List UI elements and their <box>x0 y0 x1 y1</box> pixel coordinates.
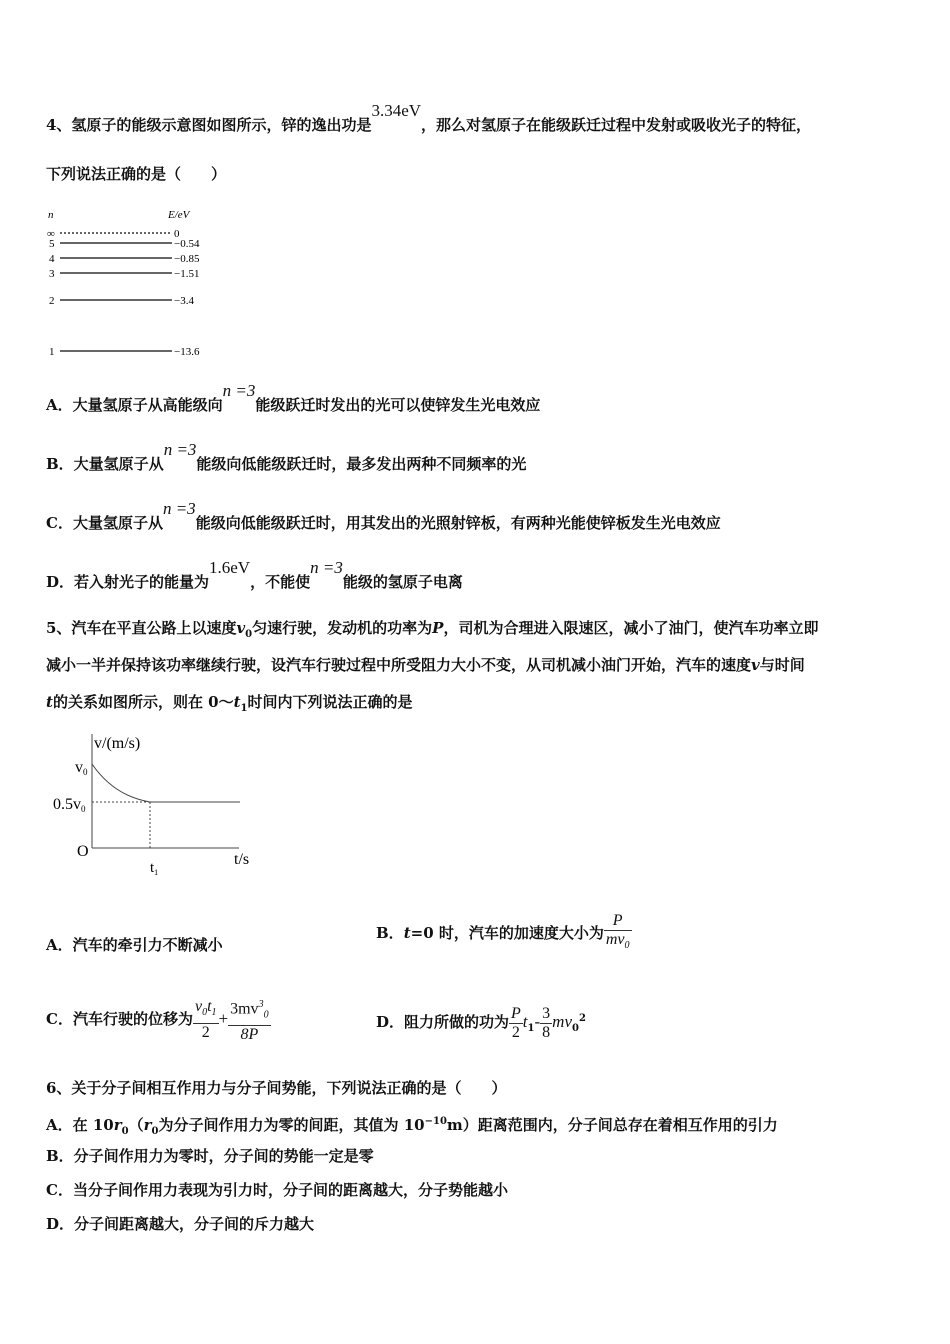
q5-text-1c: ，司机为合理进入限速区，减小了油门，使汽车功率立即 <box>443 619 819 637</box>
q5-v0-sub: 0 <box>245 629 253 640</box>
q5-v0: v <box>236 619 246 637</box>
q6-a-text-4: m）距离范围内，分子间总存在着相互作用的引力 <box>446 1116 778 1134</box>
q4-option-a-text: A．大量氢原子从高能级向 <box>46 396 223 414</box>
q4-stem-text: 4、氢原子的能级示意图如图所示，锌的逸出功是 <box>46 116 372 134</box>
q4-stem-text-c: 下列说法正确的是（ ） <box>46 165 227 183</box>
d-mv-sup: 2 <box>578 1013 586 1024</box>
q5-option-d-fraction-1 <box>509 1005 523 1042</box>
q6-option-c <box>46 1180 508 1200</box>
velocity-time-graph <box>44 728 274 883</box>
diagram-e-label: E/eV <box>168 209 190 221</box>
q4-option-d-math-n: n =3 <box>310 558 343 577</box>
level-e-inf: 0 <box>174 228 180 240</box>
q5-option-b <box>376 910 632 956</box>
q5-stem-line1 <box>46 618 818 645</box>
q6-stem-text: 6、关于分子间相互作用力与分子间势能，下列说法正确的是（ ） <box>46 1079 507 1097</box>
plus-sign: + <box>218 1009 229 1028</box>
q5-option-c-text: C．汽车行驶的位移为 <box>46 1010 193 1028</box>
q4-option-c-text-post: 能级向低能级跃迁时，用其发出的光照射锌板，有两种光能使锌板发生光电效应 <box>195 514 721 532</box>
frac1-num <box>193 998 219 1023</box>
level-e-5: −0.54 <box>174 238 200 250</box>
q6-option-b <box>46 1146 374 1166</box>
den-sub: 0 <box>624 940 630 952</box>
graph-x-label: t/s <box>234 851 250 868</box>
q4-stem-text-b: ，那么对氢原子在能级跃迁过程中发射或吸收光子的特征， <box>421 116 812 134</box>
q5-option-d-fraction-2 <box>540 1005 552 1042</box>
fraction-numerator: P <box>604 912 632 931</box>
q6-a-exp: −10 <box>424 1116 447 1127</box>
q5-option-c <box>46 996 271 1044</box>
q4-stem-line1 <box>46 101 812 135</box>
q5-option-a-text: A．汽车的牵引力不断减小 <box>46 936 223 954</box>
q5-option-b-fraction <box>604 912 632 955</box>
q5-option-a <box>46 935 223 955</box>
q5-stem-line3 <box>46 692 413 719</box>
d-mv-sub: 0 <box>572 1023 579 1034</box>
frac2-sub: 0 <box>263 1009 269 1021</box>
q6-a-r: r <box>113 1116 122 1134</box>
q4-option-a-math: n =3 <box>222 381 256 400</box>
d-frac1-num: P <box>511 1004 521 1022</box>
q4-option-d-text-post: 能级的氢原子电离 <box>342 573 463 591</box>
level-e-2: −3.4 <box>174 295 194 307</box>
frac2-den: 8P <box>240 1025 259 1043</box>
q5-text-3b: 时间内下列说法正确的是 <box>247 693 413 711</box>
q5-option-d <box>376 996 586 1052</box>
frac2-3mv: 3mv <box>230 1000 259 1018</box>
q4-option-b-text-post: 能级向低能级跃迁时，最多发出两种不同频率的光 <box>196 455 527 473</box>
q5-option-b-label: B． <box>376 924 404 942</box>
q5-text-2b: 与时间 <box>759 656 805 674</box>
q6-a-text-3: 为分子间作用力为零的间距，其值为 10 <box>158 1116 425 1134</box>
level-e-4: −0.85 <box>174 253 200 265</box>
level-n-3: 3 <box>49 268 55 280</box>
q5-option-c-fraction-1 <box>193 998 219 1041</box>
q6-a-r2: r <box>143 1116 152 1134</box>
frac1-t: t <box>207 998 212 1016</box>
q4-option-d-math-energy: 1.6eV <box>209 558 251 577</box>
den-mv: mv <box>605 931 625 949</box>
q6-option-a <box>46 1112 778 1142</box>
q4-option-a-text-post: 能级跃迁时发出的光可以使锌发生光电效应 <box>255 396 541 414</box>
graph-origin: O <box>77 843 89 860</box>
level-n-1: 1 <box>49 346 55 358</box>
q5-stem-line2 <box>46 655 805 675</box>
q6-a-text-1: A．在 10 <box>46 1116 114 1134</box>
q4-option-d-text: D．若入射光子的能量为 <box>46 573 210 591</box>
q4-stem-line2 <box>46 164 226 184</box>
level-n-5: 5 <box>49 238 55 250</box>
q4-option-a <box>46 381 541 415</box>
energy-level-diagram <box>44 204 224 364</box>
q5-option-c-fraction-2 <box>228 996 270 1044</box>
q4-option-d-text-mid: ，不能使 <box>250 573 311 591</box>
frac2-sup: 3 <box>258 999 264 1011</box>
q6-a-r2-sub: 0 <box>151 1126 159 1137</box>
minus-sign: - <box>534 1012 541 1031</box>
q4-option-b <box>46 440 527 474</box>
graph-t1-label: $t_1$ <box>150 860 159 877</box>
q6-option-d <box>46 1214 314 1234</box>
q4-option-b-text: B．大量氢原子从 <box>46 455 164 473</box>
graph-v0-label: v0 <box>75 759 88 777</box>
q4-work-function: 3.34eV <box>371 101 422 120</box>
q5-t: t <box>46 693 53 711</box>
q5-text-1a: 5、汽车在平直公路上以速度 <box>46 619 237 637</box>
d-frac2-num: 3 <box>542 1004 551 1022</box>
d-mv: mv <box>552 1012 572 1031</box>
q5-option-b-t: t <box>403 924 411 942</box>
q5-option-b-text: =0 时，汽车的加速度大小为 <box>410 924 604 942</box>
graph-half-v0-label: 0.5v0 <box>53 796 86 814</box>
q5-option-d-text: D．阻力所做的功为 <box>376 1013 510 1031</box>
frac2-num <box>228 996 270 1026</box>
q6-d-text: D．分子间距离越大，分子间的斥力越大 <box>46 1215 315 1233</box>
q4-option-d <box>46 558 463 592</box>
level-n-inf: ∞ <box>47 228 55 240</box>
level-n-2: 2 <box>49 295 55 307</box>
frac1-v: v <box>194 998 203 1016</box>
q4-option-c <box>46 499 721 533</box>
frac1-v-sub: 0 <box>202 1007 208 1019</box>
q6-a-r-sub: 0 <box>121 1126 129 1137</box>
q5-text-1b: 匀速行驶，发动机的功率为 <box>252 619 433 637</box>
frac1-t-sub: 1 <box>211 1007 217 1019</box>
q5-text-2a: 减小一半并保持该功率继续行驶，设汽车行驶过程中所受阻力大小不变，从司机减小油门开始，汽车的速度 <box>46 656 752 674</box>
q4-option-b-math: n =3 <box>163 440 197 459</box>
q5-v: v <box>751 656 760 674</box>
diagram-n-label: n <box>48 209 54 221</box>
d-t: t <box>522 1012 528 1031</box>
level-e-1: −13.6 <box>174 346 200 358</box>
q5-t1-sub: 1 <box>240 703 248 714</box>
q6-b-text: B．分子间作用力为零时，分子间的势能一定是零 <box>46 1147 374 1165</box>
q5-text-3a: 的关系如图所示，则在 0～ <box>52 693 234 711</box>
fraction-denominator <box>604 931 632 955</box>
d-t-sub: 1 <box>527 1023 535 1034</box>
graph-y-label: v/(m/s) <box>94 735 141 752</box>
d-frac2-den: 8 <box>542 1023 551 1041</box>
level-e-3: −1.51 <box>174 268 200 280</box>
q4-option-c-text: C．大量氢原子从 <box>46 514 163 532</box>
q5-t1: t <box>233 693 241 711</box>
velocity-curve <box>92 764 150 802</box>
level-n-4: 4 <box>49 253 55 265</box>
frac1-den: 2 <box>201 1023 210 1041</box>
q6-a-text-2: （ <box>128 1116 144 1134</box>
d-frac1-den: 2 <box>511 1023 520 1041</box>
q4-option-c-math: n =3 <box>162 499 196 518</box>
q6-stem <box>46 1078 506 1098</box>
q6-c-text: C．当分子间作用力表现为引力时，分子间的距离越大，分子势能越小 <box>46 1181 508 1199</box>
q5-p: P <box>432 619 444 637</box>
